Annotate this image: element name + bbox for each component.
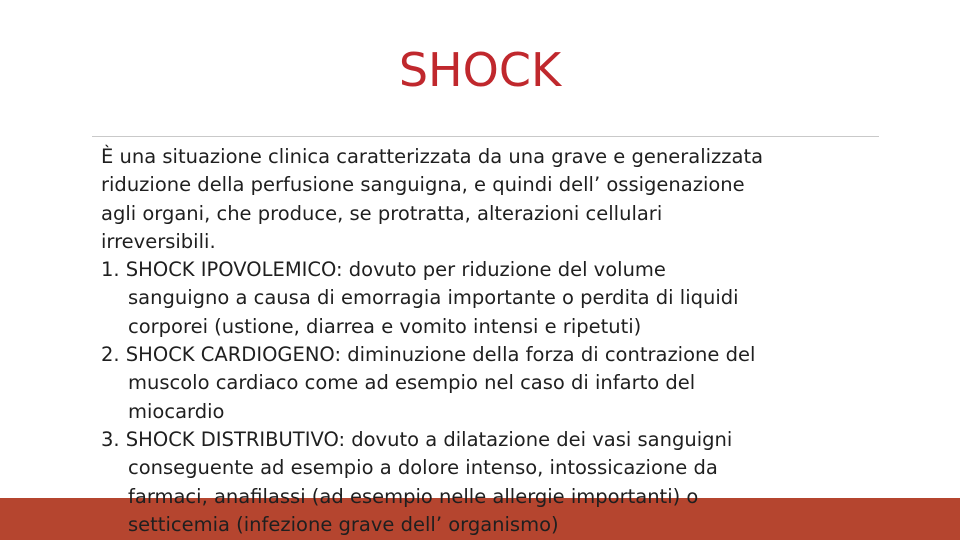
list-item-continuation: corporei (ustione, diarrea e vomito intensi e ripetuti): [128, 314, 642, 338]
slide-body: [101, 143, 901, 539]
slide-title: SHOCK: [398, 43, 562, 97]
list-item-continuation: conseguente ad esempio a dolore intenso, intossicazione da: [128, 456, 718, 480]
title-divider: [92, 136, 879, 137]
body-line: irreversibili.: [101, 229, 216, 253]
list-item-continuation: miocardio: [128, 399, 225, 423]
list-item-continuation: muscolo cardiaco come ad esempio nel caso di infarto del: [128, 371, 696, 395]
body-line: riduzione della perfusione sanguigna, e quindi dell’ ossigenazione: [101, 173, 745, 197]
list-item-ipovolemico: 1. SHOCK IPOVOLEMICO: dovuto per riduzione del volume: [101, 258, 666, 282]
list-item-distributivo: 3. SHOCK DISTRIBUTIVO: dovuto a dilatazione dei vasi sanguigni: [101, 427, 733, 451]
body-line: agli organi, che produce, se protratta, alterazioni cellulari: [101, 201, 663, 225]
list-item-continuation: sanguigno a causa di emorragia importante o perdita di liquidi: [128, 286, 739, 310]
list-item-cardiogeno: 2. SHOCK CARDIOGENO: diminuzione della forza di contrazione del: [101, 343, 756, 367]
list-item-continuation: farmaci, anafilassi (ad esempio nelle allergie importanti) o: [128, 484, 699, 508]
list-item-continuation: setticemia (infezione grave dell’ organismo): [128, 512, 559, 536]
body-line: È una situazione clinica caratterizzata da una grave e generalizzata: [101, 145, 764, 168]
